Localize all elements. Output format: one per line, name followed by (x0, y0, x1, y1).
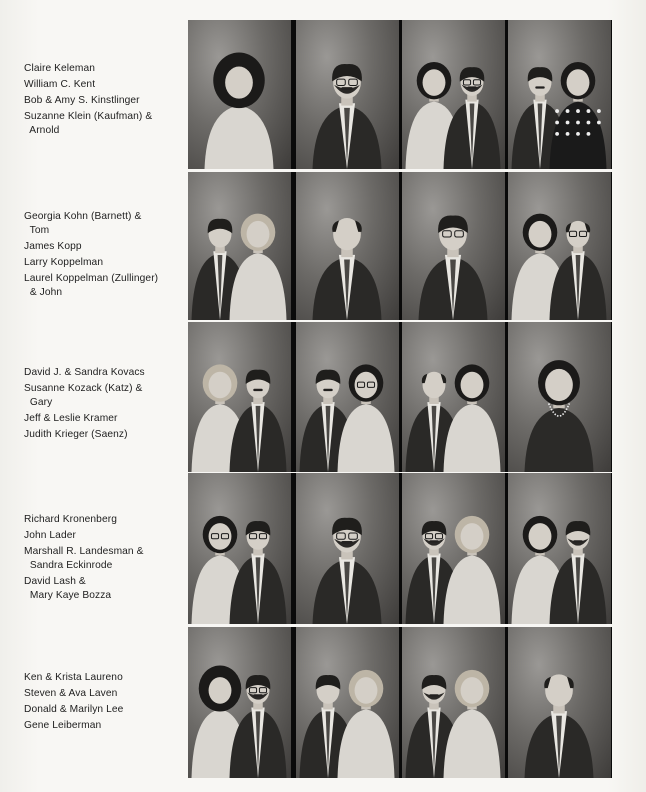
portrait-row (0, 20, 646, 169)
name-caption-list (24, 671, 184, 735)
portrait-man-glasses (419, 216, 488, 320)
portrait-photo (188, 473, 291, 624)
portrait-photo (296, 627, 399, 778)
portrait-photo (508, 20, 611, 169)
name-caption-list (24, 513, 184, 605)
portrait-row (0, 627, 646, 778)
name-caption-list (24, 210, 184, 302)
name-caption: Susanne Kozack (Katz) & Gary (24, 383, 143, 408)
portrait-photo (402, 322, 505, 472)
photo-strip (188, 473, 612, 624)
name-caption: Claire Keleman (24, 63, 96, 74)
portrait-photo (508, 473, 611, 624)
portrait-row (0, 172, 646, 320)
portrait-man-suit-balding (313, 218, 382, 320)
name-caption: Steven & Ava Laven (24, 688, 118, 699)
photo-strip (188, 627, 612, 778)
name-caption: James Kopp (24, 241, 82, 252)
name-caption-list (24, 62, 184, 140)
name-caption: William C. Kent (24, 79, 96, 90)
portrait-photo (402, 172, 505, 320)
portrait-woman-pearls (525, 360, 594, 472)
portrait-row (0, 473, 646, 624)
name-caption: David Lash & Mary Kaye Bozza (24, 576, 112, 601)
portrait-photo (508, 627, 611, 778)
portrait-photo (402, 20, 505, 169)
portrait-photo (296, 473, 399, 624)
name-caption: Larry Koppelman (24, 257, 104, 268)
portrait-man-suit-balding (525, 674, 594, 778)
portrait-woman-curly-hair (205, 52, 274, 169)
portrait-photo (508, 322, 611, 472)
name-caption: Laurel Koppelman (Zullinger) & John (24, 273, 159, 298)
name-caption: John Lader (24, 530, 76, 541)
name-caption-list (24, 366, 184, 444)
portrait-man-glasses-beard (313, 64, 382, 169)
portrait-row (0, 322, 646, 472)
name-caption: Marshall R. Landesman & Sandra Eckinrode (24, 546, 144, 571)
portrait-photo (188, 627, 291, 778)
photo-strip (188, 172, 612, 320)
name-caption: Jeff & Leslie Kramer (24, 413, 118, 424)
name-caption: Gene Leiberman (24, 720, 102, 731)
portrait-man-glasses-beard (313, 518, 382, 624)
name-caption: Bob & Amy S. Kinstlinger (24, 95, 140, 106)
portrait-photo (402, 473, 505, 624)
portrait-photo (188, 20, 291, 169)
portrait-photo (188, 172, 291, 320)
portrait-photo (296, 20, 399, 169)
name-caption: Richard Kronenberg (24, 514, 117, 525)
portrait-photo (402, 627, 505, 778)
name-caption: Ken & Krista Laureno (24, 672, 123, 683)
name-caption: David J. & Sandra Kovacs (24, 367, 145, 378)
name-caption: Judith Krieger (Saenz) (24, 429, 128, 440)
portrait-photo (188, 322, 291, 472)
photo-strip (188, 20, 612, 169)
name-caption: Suzanne Klein (Kaufman) & Arnold (24, 111, 153, 136)
portrait-photo (508, 172, 611, 320)
portrait-photo (296, 322, 399, 472)
portrait-woman-blonde (230, 214, 287, 320)
photo-strip (188, 322, 612, 472)
portrait-photo (296, 172, 399, 320)
name-caption: Georgia Kohn (Barnett) & Tom (24, 211, 142, 236)
name-caption: Donald & Marilyn Lee (24, 704, 124, 715)
